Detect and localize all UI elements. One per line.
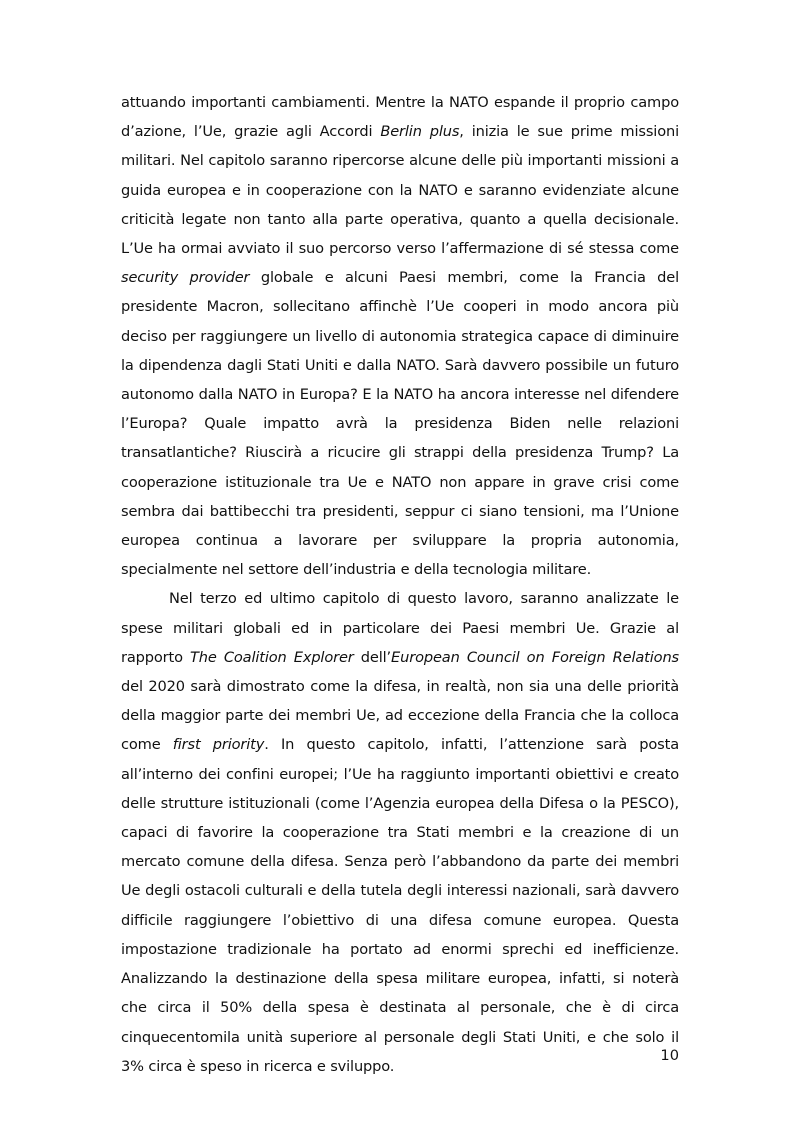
italic-term: Berlin plus (380, 123, 460, 141)
italic-term: security provider (121, 269, 250, 287)
text-run: attuando importanti cambiamenti. Mentre la NATO espande il proprio campo d’azione, l’Ue, grazie agli Accordi (121, 94, 679, 141)
italic-term: European Council on Foreign Relations (391, 648, 679, 666)
text-run: del 2020 sarà dimostrato come la difesa, in realtà, non sia una delle priorità della maggior parte dei membri Ue, ad eccezione della Francia che la colloca come (121, 678, 679, 754)
paragraph-2 (121, 584, 679, 1080)
text-run: globale e alcuni Paesi membri, come la Francia del presidente Macron, sollecitano affinchè l’Ue cooperi in modo ancora più deciso per raggiungere un livello di autonomia strategica capace di diminuire la dipendenza dagli Stati Uniti e dalla NATO. Sarà davvero possibile un futuro autonomo dalla NATO in Europa? E la NATO ha ancora interesse nel difendere l’Europa? Quale impatto avrà la presidenza Biden nelle relazioni transatlantiche? Riuscirà a ricucire gli strappi della presidenza Trump? La cooperazione istituzionale tra Ue e NATO non appare in grave crisi come sembra dai battibecchi tra presidenti, seppur ci siano tensioni, ma l’Unione europea continua a lavorare per sviluppare la propria autonomia, specialmente nel settore dell’industria e della tecnologia militare. (121, 269, 679, 579)
italic-term: The Coalition Explorer (190, 648, 354, 666)
page-number: 10 (660, 1047, 679, 1064)
text-run: . In questo capitolo, infatti, l’attenzione sarà posta all’interno dei confini europei; l’Ue ha raggiunto importanti obiettivi e creato delle strutture istituzionali (come l’Agenzia europea della Difesa o la PESCO), capaci di favorire la cooperazione tra Stati membri e la creazione di un mercato comune della difesa. Senza però l’abbandono da parte dei membri Ue degli ostacoli culturali e della tutela degli interessi nazionali, sarà davvero difficile raggiungere l’obiettivo di una difesa comune europea. Questa impostazione tradizionale ha portato ad enormi sprechi ed inefficienze. Analizzando la destinazione della spesa militare europea, infatti, si noterà che circa il 50% della spesa è destinata al personale, che è di circa cinquecentomila unità superiore al personale degli Stati Uniti, e che solo il 3% circa è speso in ricerca e sviluppo. (121, 736, 679, 1075)
text-run: , inizia le sue prime missioni militari. Nel capitolo saranno ripercorse alcune delle più importanti missioni a guida europea e in cooperazione con la NATO e saranno evidenziate alcune criticità legate non tanto alla parte operativa, quanto a quella decisionale. L’Ue ha ormai avviato il suo percorso verso l’affermazione di sé stessa come (121, 123, 679, 258)
body-text (121, 88, 679, 1081)
text-run: Nel terzo ed ultimo capitolo di questo lavoro, saranno analizzate le spese militari globali ed in particolare dei Paesi membri Ue. Grazie al rapporto (121, 590, 679, 666)
italic-term: first priority (172, 736, 265, 754)
paragraph-1 (121, 88, 679, 584)
text-run: dell’ (353, 648, 392, 666)
